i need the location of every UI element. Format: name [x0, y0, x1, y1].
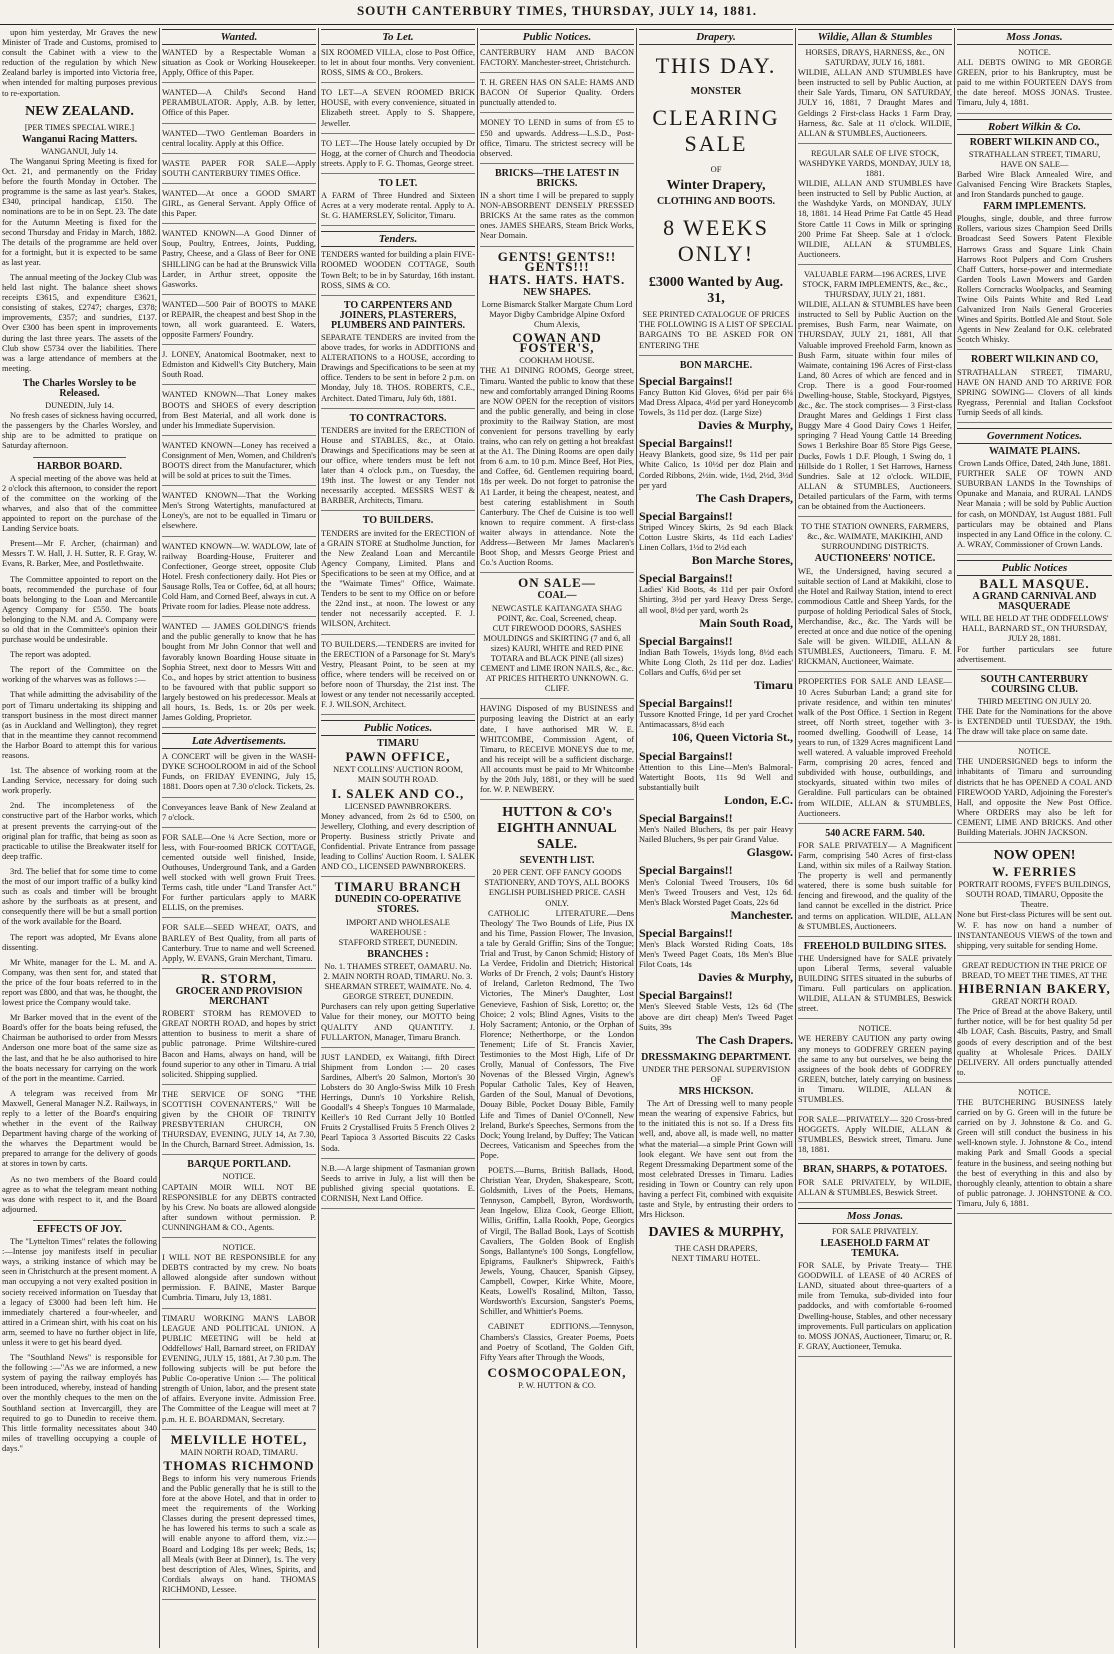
ad-title: COWAN AND FOSTER'S,	[512, 330, 602, 356]
section-header: To Let.	[321, 29, 475, 45]
ad-subtitle: NEW SHAPES.	[523, 286, 591, 298]
section-header: Robert Wilkin & Co.	[957, 119, 1112, 135]
ad-title: MELVILLE HOTEL,	[170, 1431, 308, 1447]
book-list: CABINET EDITIONS.—Tennyson, Chambers's Classics, Greater Poems, Poets and Poetry of Scotland, The Golden Gift, Fifty Years after Through the Woods,	[480, 1322, 634, 1362]
classified-ad: FOR SALE—PRIVATELY— 320 Cross-bred HOGGETS. Apply WILDIE, ALLAN & STUMBLES, Beswick street, Timaru. June 18, 1881.	[798, 1115, 952, 1160]
bargain-list: Fancy Button Kid Gloves, 6½d per pair 6¼ Mad Dress Alpaca, 4½d per yard Honeycomb Towels, 3s 11d per doz. (Large Size)	[639, 387, 793, 418]
classified-ad: WANTED by a Respectable Woman a situation as Cook or Working Housekeeper. Apply, Office of this Paper.	[162, 48, 316, 83]
section-header: Tenders.	[321, 231, 475, 247]
ad-title: TIMARU	[377, 738, 419, 750]
ad-line: No. 1. THAMES STREET, OAMARU. No. 2. MAIN NORTH ROAD, TIMARU. No. 3. SHEARMAN STREET, WAIMATE. No. 4. GEORGE STREET, DUNEDIN.	[323, 961, 473, 1002]
ad-title: HORSES, DRAYS, HARNESS, &c., ON SATURDAY, JULY 16, 1881.	[805, 48, 945, 68]
article-paragraph: The report was adopted, Mr Evans alone dissenting.	[2, 932, 157, 952]
ad-title: THIS DAY.	[655, 53, 777, 78]
bargain-list: Ladies' Kid Boots, 4s 11d per pair Oxford Shirting, 3½d per yard Heavy Dress Serge, all wool, 8½d per yard, worth 2s	[639, 585, 793, 615]
column-to-let	[319, 28, 477, 1648]
article-paragraph: A special meeting of the above was held at 2 o'clock this afternoon, to consider the report of the committee on the working of the wharves, and also that of the committee appointed to report on the purchase of the Landing Service boats.	[2, 473, 157, 534]
bargain-signature: Davies & Murphy,	[697, 970, 793, 985]
ad-title: HATS. HATS. HATS.	[488, 271, 626, 287]
ad-subtitle: DUNEDIN CO-OPERATIVE STORES.	[334, 894, 462, 916]
bargain-heading: Special Bargains!!	[639, 748, 733, 763]
bargain-heading: Special Bargains!!	[639, 925, 733, 940]
ad-list: STRATHALLAN STREET, TIMARU, HAVE ON HAND AND TO ARRIVE FOR SPRING SOWING— Clovers of all kinds Ryegrass, Perennial and Italian Cocksfoot Turnip Seeds of all kinds.	[957, 368, 1112, 423]
bargain-signature: Bon Marche Stores,	[691, 553, 793, 568]
ad-title: COSMOCOPALEON,	[487, 1364, 627, 1380]
classified-ad: WE, the Undersigned, having secured a suitable section of Land at Makikihi, close to the Hotel and Railway Station, intend to erect commodious Cattle and Sheep Yards, for the purpose of holding Periodical Sales of Stock, Merchandise, &c., &c. The Yards will be erected at once and due notice of the opening Sale will be given. WILDIE, ALLAN & STUMBLES, Auctioneers, Timaru. F. M. RICKMAN, Auctioneer, Waimate.	[798, 567, 952, 673]
ad-title: W. FERRIES	[992, 864, 1077, 880]
ad-list: Lorne Bismarck Stalker Margate Chum Lord Mayor Digby Cambridge Alpine Oxford Chum Alexis,	[481, 299, 633, 330]
article-paragraph: Mr Barker moved that in the event of the Board's offer for the boats being refused, the Chairman be authorised to order from Messrs Anderson one more boat of the same size as the last, and that he be also authorised to hire the boats necessary for carrying on the work of the port in the meantime. Carried.	[2, 1013, 157, 1083]
article-paragraph: A telegram was received from Mr Maxwell, General Manager N.Z. Railways, in reply to a letter of the Board's enquiring whether in the event of the Railway Department having charge of the working of the wharves the Department would be prepared to arrange for the delivery of goods at stores in town by carts.	[2, 1088, 157, 1169]
ad-title: TO LET.	[378, 177, 418, 189]
ad-list: NEWCASTLE KAITANGATA SHAG POINT, &c. Coal, Screened, cheap.	[491, 603, 623, 623]
classified-ad: N.B.—A large shipment of Tasmanian grown Seeds to arrive in July, a list will then be published giving special quotations. E. CORNISH, Next Land Office.	[321, 1164, 475, 1209]
classified-ad: Conveyances leave Bank of New Zealand at 7 o'clock.	[162, 803, 316, 828]
classified-ad: Begs to inform his very numerous Friends and the Public generally that he is still to the fore at the above Hotel, and that in order to meet the requirements of the Working Classes during the present depressed times, he has lowered his terms to such a scale as will enable anyone to afford them, viz.:— Board and Lodging 18s per week; Beds, 1s; all Meals (with Beer at Dinner), 1s. The very best description of Ales, Wines, Spirits, and Cordials always on hand. THOMAS RICHMOND, Lessee.	[162, 1474, 316, 1600]
classified-ad: WANTED—A Child's Second Hand PERAMBULATOR. Apply, A.B. by letter, Office of this Paper.	[162, 88, 316, 123]
bargain-heading: Special Bargains!!	[639, 633, 733, 648]
classified-ad: WANTED KNOWN—Loney has received a Consignment of Men, Women, and Children's BOOTS direct from the Manufacturer, which will be sold at prices to suit the Times.	[162, 441, 316, 486]
classified-ad: PROPERTIES FOR SALE AND LEASE— 10 Acres Suburban Land; a grand site for private residence, and within ten minutes' walk of the Post Office. 1 Section in Regent street, off North street, together with 3-roomed dwelling. Goodwill of Lease, 14 years to run, of 1329 Acres magnificent Land well watered. A valuable improved Freehold Farm, comprising 20 acres, fenced and subdivided with house, outbuildings, and stockyards, situated within two miles of Geraldine. Full particulars can be obtained from WILDIE, ALLAN & STUMBLES, Auctioneers.	[798, 677, 952, 823]
classified-ad: Purchasers can rely upon getting Superlative Value for their money, our MOTTO being QUALITY AND QUANTITY. J. FULLARTON, Manager, Timaru Branch.	[321, 1002, 475, 1047]
article-paragraph: Mr White, manager for the L. M. and A. Company, was then sent for, and stated that the price of the four boats referred to in the report was £800, and that was, he thought, the lowest price the Company would take.	[2, 957, 157, 1008]
ad-subtitle: A GRAND CARNIVAL AND MASQUERADE	[972, 591, 1097, 613]
masthead: SOUTH CANTERBURY TIMES, THURSDAY, JULY 14, 1881.	[356, 3, 758, 18]
classified-ad: WANTED—At once a GOOD SMART GIRL, as General Servant. Apply Office of this Paper.	[162, 189, 316, 224]
ad-title: GENTS! GENTS!! GENTS!!!	[497, 248, 617, 274]
ad-title: ROBERT WILKIN AND CO.,	[969, 136, 1100, 148]
ad-body: The Art of Dressing well to many people mean the wearing of expensive Fabrics, but to the initiated this is not so. If a Dress fits well, and, above all, is made well, no matter what the material—a simple Print Gown will look elegant. We have sent out from the Regent Dressmaking Department some of the most celebrated Dresses in Timaru. Ladies residing in Town or Country can rely upon having a perfect Fit, combined with exquisite taste and Style, by entrusting their orders to Mrs Hickson.	[639, 1099, 793, 1220]
classified-ad: SIX ROOMED VILLA, close to Post Office, to let in about four months. Very convenient. ROSS, SIMS & CO., Brokers.	[321, 48, 475, 83]
bargain-list: Indian Bath Towels, 1½yds long, 8½d each White Long Cloth, 2s 11d per doz. Ladies' Collars and Cuffs, 6½d per set	[639, 647, 793, 677]
classified-ad: HAVING Disposed of my BUSINESS and purposing leaving the District at an early date, I have authorised MR W. E. WHITCOMBE, Commission Agent, of Timaru, to RECEIVE MONEYS due to me, and his receipt will be a sufficient discharge. All accounts must be paid to Mr Whitcombe by the 20th July, 1881, or they will be sued for. W. P. NEWBERY.	[480, 704, 634, 800]
bargain-list: Attention to this Line—Men's Balmoral-Watertight Boots, 11s 9d Well and substantially built	[639, 762, 793, 792]
classified-ad: THE BUTCHERING BUSINESS lately carried on by G. Green will in the future be carried on by J. Johnstone & Co. and G. Green will still conduct the business in his well-known style. J. Johnstone & Co., intend making Park and Small Goods a special feature in the business, and seeing nothing but the best of everything in this and also by thoroughly cleanly, attention to obtain a share of public patronage. J. JOHNSTONE & CO. Timaru, July 6, 1881.	[957, 1098, 1112, 1214]
classified-ad: WANTED—500 Pair of BOOTS to MAKE or REPAIR, the cheapest and best Shop in the town, all work guaranteed. E. Waters, opposite Farmers' Foundry.	[162, 300, 316, 345]
bargain-list: Men's Nailed Bluchers, 8s per pair Heavy Nailed Bluchers, 9s per pair Grand Value.	[639, 825, 793, 845]
article-paragraph: No fresh cases of sickness having occurred, the passengers by the Charles Worsley, and ship are to be admitted to pratique on Saturday afternoon.	[2, 411, 157, 451]
ad-title: ON SALE—	[518, 575, 596, 591]
classified-ad: A FARM of Three Hundred and Sixteen Acres at a very moderate rental. Apply to A. St. G. HAMERSLEY, Solicitor, Timaru.	[321, 191, 475, 226]
section-header: Wanted.	[162, 29, 316, 45]
bargain-heading: Special Bargains!!	[639, 571, 733, 586]
ad-title: TO BUILDERS.	[362, 515, 434, 527]
ad-subtitle: CLOTHING AND BOOTS.	[656, 196, 776, 208]
bargain-heading: Special Bargains!!	[639, 988, 733, 1003]
bargain-list: Tussore Knotted Fringe, 1d per yard Crochet Antimacassars, 8½d each	[639, 710, 793, 730]
classified-ad: CANTERBURY HAM AND BACON FACTORY. Manchester-street, Christchurch.	[480, 48, 634, 73]
ad-title: FREEHOLD BUILDING SITES.	[803, 940, 947, 952]
ad-subtitle: AUCTIONEERS' NOTICE.	[814, 553, 936, 565]
column-notices	[955, 28, 1114, 1648]
classified-ad: I WILL NOT BE RESPONSIBLE for any DEBTS contracted by my crew. No boats allowed alongside after sundown without permission. F. BAINE, Master Barque Cumbria. Timaru, July 13, 1881.	[162, 1253, 316, 1308]
classified-ad: Money advanced, from 2s 6d to £500, on Jewellery, Clothing, and every description of Property. Business strictly Private and Confidential. Private Entrance from passage leading to Collins' Auction Room. I. SALEK AND CO., LICENSED PAWNBROKERS.	[321, 812, 475, 878]
bargain-signature: Glasgow.	[746, 845, 793, 860]
book-list: CATHOLIC LITERATURE.—Dens Theology' The Two Bounds of Life, Pius IX and his Time, Passion Flower, The Invasion, a tale by Gerald Griffin; Sins of the Tongue; Trial and Trust, by Canon Schmid; History of La Verdee, Fridolin and Dietrich; Historical Works of Dr French, 2 vols; Daunt's History of Ireland, Carleton Redmond, The Two Victories, The Miner's Daughter, Lost Genevieve, Fashion of Sisk, Loretto; or, the Choice; 2 vols; Blind Agnes, Visits to the Holy Sacrament; Antonio, or the Orphan of Florence; Netherthorpe, or the London Tenement; Life of St. Francis Xavier, Testimonies to the Most High, Life of Dr Crolly, Manual of Confessors, The Five Novenas of the Blessed Virgin, Agnew's Popular Catholic Tales, Key of Heaven, Garden of the Soul, Manual of Devotions, Douay Bible, Pocket Douay Bible, Family Life and Times of Daniel O'Connell, New Ireland, Burke's Speeches, Sermons from the Dock; Young Ireland, by Duffey; The Vatican Decrees, Vaticanism and Speeches from the Pope.	[480, 908, 634, 1160]
bargain-signature: The Cash Drapers.	[695, 1032, 793, 1047]
bargain-signature: The Cash Drapers,	[695, 490, 793, 505]
bargain-heading: Special Bargains!!	[639, 373, 733, 388]
ad-title: PAWN OFFICE,	[345, 749, 451, 765]
ad-title: £3000 Wanted by Aug. 31,	[648, 275, 784, 307]
classified-ad: TENDERS are invited for the ERECTION of House and STABLES, &c., at Otaio. Drawings and Specifications may be seen at our office, where tenders must be left not later than 4 o'clock p.m., on Tuesday, the 19th inst. The lowest or any Tender not necessarily accepted. MESSRS WEST & BARBER, Architects, Timaru.	[321, 426, 475, 512]
separator	[33, 1220, 126, 1221]
article-paragraph: upon him yesterday, Mr Graves the new Minister of Trade and Customs, promised to consult the Cabinet with a view to the reduction of the regulation by which New Zealand barley is imported into Victoria free, when intended for malting purposes previous to re-exportation.	[2, 28, 157, 98]
ad-title: TO THE STATION OWNERS, FARMERS, &c., &c. WAIMATE, MAKIKIHI, AND SURROUNDING DISTRICTS.	[801, 522, 949, 552]
bargain-heading: Special Bargains!!	[639, 508, 733, 523]
ad-title: VALUABLE FARM—196 ACRES, LIVE STOCK, FARM IMPLEMENTS, &c., &c., THURSDAY, JULY 21, 1881.	[802, 269, 948, 300]
classified-ad: ROBERT STORM has REMOVED to GREAT NORTH ROAD, and hopes by strict attention to business to merit a share of public patronage. Prime Wiltshire-cured Bacon and Hams, always on hand, will be found superior to any other in Timaru. A trial solicited. Shipping supplied.	[162, 1009, 316, 1085]
ad-line: WILL BE HELD AT THE ODDFELLOWS' HALL, BARNARD ST., ON THURSDAY, JULY 28, 1881.	[960, 614, 1109, 644]
ad-line: STAFFORD STREET, DUNEDIN.	[338, 937, 458, 947]
article-paragraph: That while admitting the advisability of the port of Timaru undertaking its shipping and transport business in the most direct manner (as in Auckland and Wellington), they regret that in the meantime they cannot recommend the Harbor Board to attempt this for various reasons.	[2, 690, 157, 760]
classified-ad: WANTED KNOWN—A Good Dinner of Soup, Poultry, Entrees, Joints, Pudding, Pastry, Cheese, and a Glass of Beer for ONE SHILLING can be had at the Brunswick Villa Larder, in Arthur street, opposite the Gasworks.	[162, 229, 316, 295]
classified-ad: FOR SALE PRIVATELY, by WILDIE, ALLAN & STUMBLES, Beswick Street.	[798, 1178, 952, 1203]
ad-title: CLEARING SALE	[652, 105, 780, 157]
notice-label: NOTICE.	[1018, 1087, 1051, 1097]
classified-ad: WE HEREBY CAUTION any party owing any moneys to GODFREY GREEN paying the same to any but ourselves, we being the assignees of the book debts of GODFREY GREEN, butcher, lately carrying on business in Timaru. WILDIE, ALLAN & STUMBLES.	[798, 1034, 952, 1110]
ad-title: TIMARU BRANCH	[334, 879, 462, 895]
ad-title: TO CONTRACTORS.	[349, 412, 447, 424]
article-paragraph: 2nd. The incompleteness of the constructive part of the Harbor works, which at present prevents the carrying-out of the original plan for traffic, that being as soon as practicable to utilise the Breakwater itself for deep traffic.	[2, 801, 157, 861]
ad-list: CUT FIREWOOD DOORS, SASHES MOULDINGS and SKIRTING (7 and 6, all sizes) KAURI, WHITE and RED PINE TOTARA and BLACK PINE (all sizes) CEMENT and LIME IRON NAILS, &c., &c. AT PRICES HITHERTO UNKNOWN. G. CLIFF.	[480, 624, 634, 700]
ad-line: UNDER THE PERSONAL SUPERVISION OF	[642, 1064, 790, 1084]
classified-ad: WANTED—TWO Gentleman Boarders in central locality. Apply at this Office.	[162, 129, 316, 154]
column-news	[0, 28, 159, 1648]
article-paragraph: The "Southland News" is responsible for the following :—"As we are informed, a new system of paying the railway employés has been introduced, whereby, instead of handing over the monthly cheques to the men on the Southland section at Invercargill, they are required to go to Dunedin to receive them. This little formality necessitates about 340 miles of travelling occupying a couple of days."	[2, 1353, 157, 1453]
ad-subtitle: SEVENTH LIST.	[519, 855, 595, 867]
classified-ad: THE SERVICE OF SONG "THE SCOTTISH COVENANTERS," Will be given by the CHOIR OF TRINITY PRESBYTERIAN CHURCH, ON THURSDAY, EVENING, JULY 14, At 7.30, In the Church, Barnard Street. Admission, 1s.	[162, 1090, 316, 1156]
classified-ad: J. LONEY, Anatomical Bootmaker, next to Edmiston and Kidwell's City Butchery, Main South Road.	[162, 350, 316, 385]
classified-ad: IN a short time I will be prepared to supply NON-ABSORBENT DENSELY PRESSED BRICKS At the same rates as the common ones. JAMES SHEARS, Steam Brick Works, Near Domain.	[480, 191, 634, 246]
bargain-signature: Main South Road,	[699, 615, 793, 630]
bargain-list: Men's Colonial Tweed Trousers, 10s 6d Men's Tweed Trousers and Vest, 12s 6d. Men's Black Worsted Paget Coats, 22s 6d	[639, 877, 793, 907]
article-paragraph: The Committee appointed to report on the boats, recommended the purchase of four boats belonging to the Loan and Mercantile Agency Company for £550. The boats belonging to the N.M. and A. Company were so old that in the Committee's opinion their purchase would be undesirable.	[2, 574, 157, 645]
notice-label: NOTICE.	[1018, 48, 1051, 57]
classified-ad: WANTED KNOWN—W. WADLOW, late of railway Boarding-House, Fruiterer and Confectioner, George street, opposite Club Hotel. Fresh confectionery daily. Hot Pies or Sausage Rolls, Tea or Coffee, 6d, at all hours; Cold Ham, and Corned Beef, always in cut. A Private room for ladies. Please note address.	[162, 542, 316, 618]
article-paragraph: As no two members of the Board could agree as to what the telegram meant nothing was done with respect to it, and the Board adjourned.	[2, 1174, 157, 1214]
ad-title: FOR SALE PRIVATELY.	[831, 1226, 919, 1236]
bargain-list: Men's Black Worsted Riding Coats, 18s Men's Tweed Paget Coats, 18s Men's Blue Filot Coats, 14s	[639, 939, 793, 970]
bargain-heading: Special Bargains!!	[639, 696, 733, 711]
ad-subtitle: NEXT COLLINS' AUCTION ROOM, MAIN SOUTH ROAD.	[333, 765, 463, 785]
masthead-rule	[0, 24, 1114, 25]
ad-subtitle: MAIN NORTH ROAD, TIMARU.	[180, 1447, 298, 1457]
classified-ad: The Price of Bread at the above Bakery, until further notice, will be for best quality 5d per 4lb LOAF, Cash. Biscuits, Pastry, and Small goods of every description and of the best quality at Wholesale Prices. DAILY DELIVERY. All orders punctually attended to.	[957, 1007, 1112, 1083]
classified-ad: WANTED KNOWN—That the Working Men's Strong Watertights, manufactured at Loney's, are not to be equalled in Timaru or elsewhere.	[162, 491, 316, 536]
article-heading: HARBOR BOARD.	[36, 460, 122, 472]
article-paragraph: The report was adopted.	[10, 650, 91, 660]
ad-title: TO CARPENTERS AND JOINERS, PLASTERERS, PLUMBERS AND PAINTERS.	[331, 299, 465, 331]
article-paragraph: Present—Mr F. Archer, (chairman) and Messrs T. W. Hall, J. H. Sutter, R. F. Gray, W. Evans, R. Barker, Mee, and Postlethwaite.	[2, 539, 157, 569]
classified-ad: SEPARATE TENDERS are invited from the above trades, for works in ADDITIONS and ALTERATIONS to a HOUSE, according to Drawings and Specifications to be seen at my office. Tenders to be sent in before 2 p.m. on Monday, July 18. THOS. ROBERTS, C.E., Architect. Dated Timaru, July 6th, 1881.	[321, 333, 475, 409]
classified-ad: TIMARU WORKING MAN'S LABOR LEAGUE AND POLITICAL UNION. A PUBLIC MEETING will be held at Oddfellows' Hall, Barnard street, on FRIDAY EVENING, JULY 15, 1881, At 7.30 p.m. The following subjects will be put before the Public Co-operative Union :— The political strength of Union, labor, and the present state of affairs. Everyone invite. Admission Free. The Committee of the League will meet at 7 p.m. H. E. BOARDMAN, Secretary.	[162, 1314, 316, 1430]
ad-title: BALL MASQUE.	[979, 575, 1090, 591]
ad-title: DRESSMAKING DEPARTMENT.	[641, 1051, 791, 1063]
ad-title: HUTTON & CO's EIGHTH ANNUAL SALE.	[497, 805, 617, 853]
classified-ad: WASTE PAPER FOR SALE—Apply SOUTH CANTERBURY TIMES Office.	[162, 159, 316, 184]
bargain-heading: Special Bargains!!	[639, 863, 733, 878]
classified-ad: None but First-class Pictures will be sent out. W. F. has now on hand a number of INSTANTANEOUS VIEWS of the town and shipping, very suitable for sending Home.	[957, 910, 1112, 955]
ad-list: Ploughs, single, double, and three furrow Rollers, various sizes Champion Seed Drills Broadcast Seed Sowers Patent Flexible Harrows Grass and Square Link Chain Harrows Root Pulpers and Corn Crushers Chaff Cutters, horse-power and intermediate Garden Tools Lawn Mowers and Garden Rollers Corncracks Woolpacks, and Seaming Twine Oils Paints White and Red Lead Galvanized Iron Nails General Groceries Wines and Spirits. Bottled Ale and Stout. Sole Agents in New Zealand for O.K. celebrated Scotch Whisky.	[957, 214, 1112, 350]
bargain-list: Heavy Blankets, good size, 9s 11d per pair White Calico, 1s 10½d per doz Plain and Corded Ribbons, 2½in. wide, 1½d, 2½d, 3½d per yard	[639, 450, 793, 490]
ad-line: BRANCHES :	[367, 948, 429, 960]
notice-label: NOTICE.	[1018, 747, 1051, 757]
ad-subtitle: FARM IMPLEMENTS.	[983, 201, 1086, 213]
ad-title: THOMAS RICHMOND	[163, 1457, 315, 1473]
section-header: Public Notices	[957, 560, 1112, 576]
classified-ad: For further particulars see future advertisement.	[957, 645, 1112, 670]
section-header: Moss Jonas.	[798, 1208, 952, 1224]
ad-title: SOUTH CANTERBURY COURSING CLUB.	[980, 673, 1089, 695]
classified-ad: TO BUILDERS.—TENDERS are invited for the ERECTION of a Parsonage for St. Mary's Vestry, Pleasant Point, to be seen at my office, where tenders will be received on or before noon of Thursday, the 21st inst. The lowest or any tender not necessarily accepted. F. J. WILSON, Architect.	[321, 640, 475, 716]
classified-ad: FOR SALE PRIVATELY— A Magnificent Farm, comprising 540 Acres of first-class Land, within six miles of a Railway Station. The property is well and permanently watered, there is some bush suitable for fencing and firewood, and the quality of the land cannot be excelled in the district. Price and terms on application. WILDIE, ALLAN & STUMBLES, Auctioneers.	[798, 841, 952, 937]
ad-line: SEE PRINTED CATALOGUE OF PRICES	[642, 310, 790, 320]
ad-title: R. STORM,	[201, 970, 277, 986]
classified-ad: TO LET—The House lately occupied by Dr Hogg, at the corner of Church and Theodocia streets. Apply to F. G. Thomas, George street.	[321, 139, 475, 174]
ad-subtitle: NEXT TIMARU HOTEL.	[671, 1254, 761, 1264]
article-paragraph: The Wanganui Spring Meeting is fixed for Oct. 21, and permanently on the Friday before the fourth Monday in October. The programme is the same as last year's. Stakes, £340, principal handicap, £150. The nominations are to be in on Sept. 23. The date for the Autumn Meeting is fixed for the second Thursday and Friday in March, 1882. The details of the programme are held over for a fortnight, but it is expected to be same as last year.	[2, 156, 157, 267]
classified-ad: THE A1 DINING ROOMS, George street, Timaru. Wanted the public to know that these new and comfortably arranged Dining Rooms are NOW OPEN for the reception of visitors and the public generally, and being in close proximity to the Railway Station, are most convenient for persons travelling by early trains, who can rely on getting a hot breakfast at the A1. The Dining Rooms are open daily from 6 a.m. to 10 p.m. Mince Beef, Hot Pies, and Coffee, 6d. Gentlemen requiring board, 18s per week. Do not forget to patronise the A1 Larder, it being the cheapest, neatest, and best catering establishment in South Canterbury. The Chef de Cuisine is too well known to require comment. A first-class waiter always in attendance. Note the Address—Between Mr James Maclaren's Boot Shop, and Messrs George Priest and Co.'s Auction Rooms.	[480, 366, 634, 573]
notice-label: NOTICE.	[222, 1172, 256, 1182]
ad-subtitle: P. W. HUTTON & CO.	[518, 1380, 596, 1390]
column-wanted	[160, 28, 318, 1648]
section-header: Public Notices.	[321, 720, 475, 736]
ad-title: WAIMATE PLAINS.	[989, 446, 1080, 457]
ad-title: DAVIES & MURPHY,	[648, 1225, 784, 1241]
section-header: Drapery.	[639, 29, 793, 45]
dateline: WANGANUI, July 14.	[41, 146, 118, 156]
section-header: Government Notices.	[957, 428, 1112, 444]
ad-title: ROBERT WILKIN AND CO,	[970, 354, 1099, 366]
classified-ad: FURTHER SALE OF TOWN AND SUBURBAN LANDS In the Townships of Opunake and Manaia, and RURAL LANDS Near Manaia ; will be sold by Public Auction for cash, on MONDAY, 1st August 1881. Full particulars may be obtained and Plans inspected in any Land Office in the colony. C. A. WRAY, Commissioner of Crown Lands.	[957, 469, 1112, 555]
article-paragraph: The annual meeting of the Jockey Club was held last night. The balance sheet shows receipts £3615, and expenditure £3621, consisting of stakes, £2747; charges, £378; improvements, £357; and sundries, £137. Over £300 has been spent in improvements during the last three years. The assets of the Club show £5734 over the liabilities. There was a large attendance of members at the meeting.	[2, 272, 157, 373]
ad-subtitle: MONSTER	[690, 86, 742, 97]
section-header: Public Notices.	[480, 29, 634, 45]
bargain-signature: London, E.C.	[724, 792, 793, 807]
classified-ad: TENDERS wanted for building a plain FIVE-ROOMED WOODEN COTTAGE, South Town Belt; to be in by Saturday, 16th instant. ROSS, SIMS & CO.	[321, 250, 475, 295]
dateline: DUNEDIN, July 14.	[45, 401, 114, 411]
column-auctioneers	[796, 28, 954, 1648]
ad-subtitle: LICENSED PAWNBROKERS.	[344, 801, 452, 811]
ad-title: NOW OPEN!	[993, 848, 1076, 864]
ad-title: Winter Drapery,	[666, 178, 766, 194]
ad-subtitle: GROCER AND PROVISION MERCHANT	[175, 985, 303, 1008]
classified-ad: ALL DEBTS OWING to MR GEORGE GREEN, prior to his Bankruptcy, must be paid to me within FOURTEEN DAYS from the date hereof. MOSS JONAS. Trustee. Timaru, July 4, 1881.	[957, 58, 1112, 113]
classified-ad: MONEY TO LEND in sums of from £5 to £50 and upwards. Address—L.S.D., Post-office, Timaru. The strictest secrecy will be observed.	[480, 118, 634, 163]
classified-ad: THE Undersigned have for SALE privately upon Liberal Terms, several valuable BUILDING SITES situated in the suburbs of Timaru. Full particulars on application. WILDIE, ALLAN & STUMBLES, Beswick street.	[798, 954, 952, 1020]
classified-ad: WILDIE, ALLAN AND STUMBLES have been instructed to Sell by Public Auction, at the Washdyke Yards, on MONDAY, JULY 18, 1881. 14 Head Prime Fat Cattle 45 Head Store Cattle 11 Cows in Milk or springing 200 Prime Fat Sheep. Sale at 1 o'clock. WILDIE, ALLAN & STUMBLES, Auctioneers.	[798, 179, 952, 265]
column-drapery	[637, 28, 795, 1648]
classified-ad: THE Date for the Nominations for the above is EXTENDED until TUESDAY, the 19th. The draw will take place on same date.	[957, 707, 1112, 742]
ad-title: BRAN, SHARPS, & POTATOES.	[803, 1164, 947, 1176]
article-heading: Wanganui Racing Matters.	[21, 133, 138, 145]
article-paragraph: 3rd. The belief that for some time to come the most of our import traffic of a bulky kind such as coals and timber will be brought ashore by the surfboats as at present, and consequently there will be but a small portion of the work available for the Board.	[2, 866, 157, 927]
ad-subtitle: GREAT NORTH ROAD.	[991, 997, 1078, 1007]
classified-ad: FOR SALE—One ¼ Acre Section, more or less, with Four-roomed BRICK COTTAGE, cemented outside well finished, Inside, Outhouses, Underground Tank, and a Garden well stocked with well grown Fruit Trees. Terms cash, title under "Land Transfer Act." For further particulars apply to MARK ELLIS, on the premises.	[162, 833, 316, 919]
bargain-heading: Special Bargains!!	[639, 811, 733, 826]
column-public-notices	[478, 28, 636, 1648]
ad-title: 540 ACRE FARM. 540.	[825, 827, 925, 839]
book-list: POETS.—Burns, British Ballads, Hood, Christian Year, Dryden, Shakespeare, Scott, Goldsmith, Lives of the Poets, Hemans, Tennyson, Campbell, Byron, Wordsworth, Jean Ingelow, Eliza Cook, George Elliott, Willis, Griffin, Lalla Rookh, Pope, Georgics of Virgil, The Ballad Book, Lays of Scottish Cavaliers, The Golden Book of English Songs, Ballantyne's 100 Songs, Longfellow, Epigrams, Faulkner's Shipwreck, Faith's Jewels, Young, Chaucer, Spanish Gipsey, Campbell, Cowper, Kirke White, Moore, Keats, Lowell's Rosalind, Milton, Tasso, Wordsworth's Excursion, Sangster's Poems, Schiller, and Whittier's Poems.	[480, 1166, 634, 1317]
ad-title: BON MARCHE.	[679, 359, 753, 371]
classified-ad: WILDIE, ALLAN & STUMBLES have been instructed to Sell by Public Auction on the premises, Bush Farm, near Waimate, on THURSDAY, JULY 21, 1881, All that Valuable improved Freehold Farm, known as Bush Farm, situate within four miles of Waimate, containing 196 Acres of First-class Land, 80 Acres of which are fenced and in Crop. There is a good Four-roomed Dwelling-house, Stable, Stockyard, Pigstyes, &c., &c. The stock comprises— 3 First-class Draught Mares and Geldings 1 First class Buggy Mare 4 Good Dairy Cows 1 Heifer, springing 7 Head Young Cattle 14 Breeding Sows 1 Berkshire Boar 85 Store Pigs Geese, Ducks, Fowls 1 D.F. Plough, 1 Swing do, 1 Hillside do 1 Roller, 1 Set Harrows, Harness Sundries. Sale at 12 o'clock. WILDIE, ALLAN & STUMBLES, Auctioneers. Detailed particulars of the Farm, with terms can be obtained from the Auctioneers.	[798, 300, 952, 517]
ad-title: BRICKS—THE LATEST IN BRICKS.	[494, 167, 620, 189]
ad-line: 20 PER CENT. OFF FANCY GOODS STATIONERY, AND TOYS, ALL BOOKS ENGLISH PUBLISHED PRICE. CASH ONLY.	[484, 868, 630, 908]
ad-list: Barbed Wire Black Annealed Wire, and Galvanised Fencing Wire Brackets Staples, and Iron Standards punched to gauge.	[957, 169, 1112, 200]
bargain-heading: Special Bargains!!	[639, 436, 733, 451]
classified-ad: WILDIE, ALLAN AND STUMBLES have been instructed to sell by Public Auction, at their Sale Yards, Timaru, ON SATURDAY, JULY 16, 1881, 7 Draught Mares and Geldings 2 First-class Hacks 1 Farm Dray, Harness, &c. Sale at 11 o'clock. WILDIE, ALLAN & STUMBLES, Auctioneers.	[798, 68, 952, 144]
section-header: Moss Jonas.	[957, 29, 1112, 45]
ad-title: MRS HICKSON.	[678, 1086, 754, 1098]
classified-ad: JUST LANDED, ex Waitangi, fifth Direct Shipment from London :— 20 cases Sardines, Albert's 20 Salmon, Morton's 30 Lobsters do 30 Anglo-Swiss Milk 10 Fresh Herrings, Dunn's 10 Yorkshire Relish, Goodall's 4 Sheep's Tongues 10 Marmalade, Keiller's 10 Red Currant Jelly 10 Bottled Fruits 2 Crystallised Fruits 5 French Olives 2 Pearl Tapioca 3 Assorted Biscuits 22 Casks Soda.	[321, 1053, 475, 1159]
ad-subtitle: LEASEHOLD FARM AT TEMUKA.	[820, 1237, 930, 1259]
classified-ad: TO LET—A SEVEN ROOMED BRICK HOUSE, with every convenience, situated in Elizabeth street. Apply to S. Shappere, Jeweller.	[321, 88, 475, 133]
bargain-signature: Timaru	[753, 678, 793, 693]
bargain-signature: 106, Queen Victoria St.,	[671, 730, 793, 745]
notice-label: NOTICE.	[222, 1243, 256, 1252]
bargain-signature: Manchester.	[730, 907, 793, 922]
classified-ad: THE FOLLOWING IS A LIST OF SPECIAL BARGAINS TO BE ASKED FOR ON ENTERING THE	[639, 320, 793, 355]
ad-title: HIBERNIAN BAKERY,	[958, 981, 1111, 997]
classified-ad: T. H. GREEN HAS ON SALE: HAMS AND BACON Of Superior Quality. Orders punctually attended to.	[480, 78, 634, 113]
section-header: Wildie, Allan & Stumbles	[798, 29, 952, 45]
notice-label: NOTICE.	[858, 1024, 892, 1034]
ad-title: BARQUE PORTLAND.	[187, 1159, 291, 1171]
separator	[33, 457, 126, 458]
classified-ad: THE UNDERSIGNED begs to inform the inhabitants of Timaru and surrounding districts that he has OPENED A COAL AND FIREWOOD YARD, Adjoining the Forester's Hall, and opposite the New Post Office. Where ORDERS may also be left for CEMENT, LIME AND BRICKS. And other Building Materials. JOHN JACKSON.	[957, 757, 1112, 843]
article-paragraph: 1st. The absence of working room at the Landing Service, necessary for doing such work properly.	[2, 766, 157, 796]
section-heading: NEW ZEALAND.	[25, 103, 134, 119]
article-paragraph: The "Lyttelton Times" relates the following :—Intense joy manifests itself in peculiar ways, a striking instance of which may be seen in Christchurch at the present moment. A man occupying a not very exalted position in society received information on Tuesday that a legacy of £3000 had been left him. He immediately chartered a four-wheeler, and attired in a Crimean shirt, with his coat on his arm, seemed to have no further object in life, unless it were to get his beard dyed.	[2, 1237, 157, 1347]
ad-subtitle: STRATHALLAN STREET, TIMARU, HAVE ON SALE—	[968, 149, 1101, 169]
section-header: Late Advertisements.	[162, 733, 316, 749]
ad-subtitle: COAL—	[537, 590, 577, 602]
classified-ad: WANTED KNOWN—That Loney makes BOOTS and SHOES of every description from Best Material, and all work done is under his Immediate Supervision.	[162, 390, 316, 435]
article-heading: EFFECTS OF JOY.	[36, 1223, 123, 1235]
article-paragraph: The report of the Committee on the working of the wharves was as follows :—	[2, 665, 157, 685]
classified-ad: A CONCERT will be given in the WASH-DYKE SCHOOLROOM in aid of the School Funds, on FRIDAY EVENING, July 15, 1881. Doors open at 7.30 o'clock. Tickets, 2s.	[162, 752, 316, 797]
article-heading: The Charles Worsley to be Released.	[22, 377, 137, 399]
bargain-list: Men's Sleeved Stable Vests, 12s 6d (The above are dirt cheap) Men's Tweed Paget Suits, 39s	[639, 1002, 793, 1032]
ad-subtitle: COOKHAM HOUSE.	[519, 356, 595, 366]
ad-line: IMPORT AND WHOLESALE WAREHOUSE :	[346, 917, 450, 937]
ad-subtitle: THE CASH DRAPERS,	[674, 1244, 758, 1254]
ad-title: REGULAR SALE OF LIVE STOCK, WASHDYKE YARDS, MONDAY, JULY 18, 1881.	[798, 148, 952, 179]
classified-ad: WANTED — JAMES GOLDING'S friends and the public generally to know that he has bought from Mr John Connor that well and favorably known Boarding House situate in Sophia Street, next door to Messrs Witt and Co., and hopes by strict attention to business to be favoured with that public support so largely bestowed on his predecessor. Meals at all hours, 1s. Beds, 1s. or 20s per week. James Golding, Proprietor.	[162, 622, 316, 728]
ad-subtitle: PORTRAIT ROOMS, FYFE'S BUILDINGS, SOUTH ROAD, TIMARU, Opposite the Theatre.	[958, 880, 1111, 910]
classified-ad: FOR SALE—SEED WHEAT, OATS, and BARLEY of Best Quality, from all parts of Canterbury. True to name and well Screened. Apply, W. EVANS, Grain Merchant, Timaru.	[162, 923, 316, 968]
section-subheading: [PER TIMES SPECIAL WIRE.]	[24, 122, 135, 132]
classified-ad: FOR SALE, by Private Treaty— THE GOODWILL of LEASE of 40 ACRES of LAND, situated about three-quarters of a mile from Temuka, sub-divided into four paddocks, and with comfortable 6-roomed Dwelling-house, Stables, and other necessary improvements. Full particulars on application to. MOSS JONAS, Auctioneer, Timaru; or, R. F. GRAY, Auctioneer, Temuka.	[798, 1261, 952, 1357]
ad-subtitle: THIRD MEETING ON JULY 20.	[977, 696, 1092, 706]
ad-title: 8 WEEKS ONLY!	[663, 215, 769, 267]
classified-ad: CAPTAIN MOIR WILL NOT BE RESPONSIBLE for any DEBTS contracted by his Crew. No boats are allowed alongside after sundown without permission. P. CUNNINGHAM & CO., Agents.	[162, 1183, 316, 1238]
ad-line: GREAT REDUCTION IN THE PRICE OF BREAD, TO MEET THE TIMES, AT THE	[961, 960, 1108, 980]
classified-ad: TENDERS are invited for the ERECTION of a GRAIN STORE at Studholme Junction, for the New Zealand Loan and Mercantile Agency Company, Limited. Plans and Specifications to be seen at my Office, and at the "Waimate Times" Office, Waimate. Tenders to be sent to my Office on or before the 22nd inst., at noon. The lowest or any tender not necessarily accepted. F. J. WILSON, Architect.	[321, 529, 475, 635]
ad-line: OF	[710, 165, 722, 175]
bargain-signature: Davies & Murphy,	[697, 418, 793, 433]
ad-title: I. SALEK AND CO.,	[331, 785, 465, 801]
bargain-list: Striped Wincey Skirts, 2s 9d each Black Cotton Lustre Skirts, 4s 11d each Ladies' Linen Collars, 1½d to 2½d each	[639, 522, 793, 553]
ad-line: Crown Lands Office, Dated, 24th June, 1881.	[958, 459, 1111, 469]
